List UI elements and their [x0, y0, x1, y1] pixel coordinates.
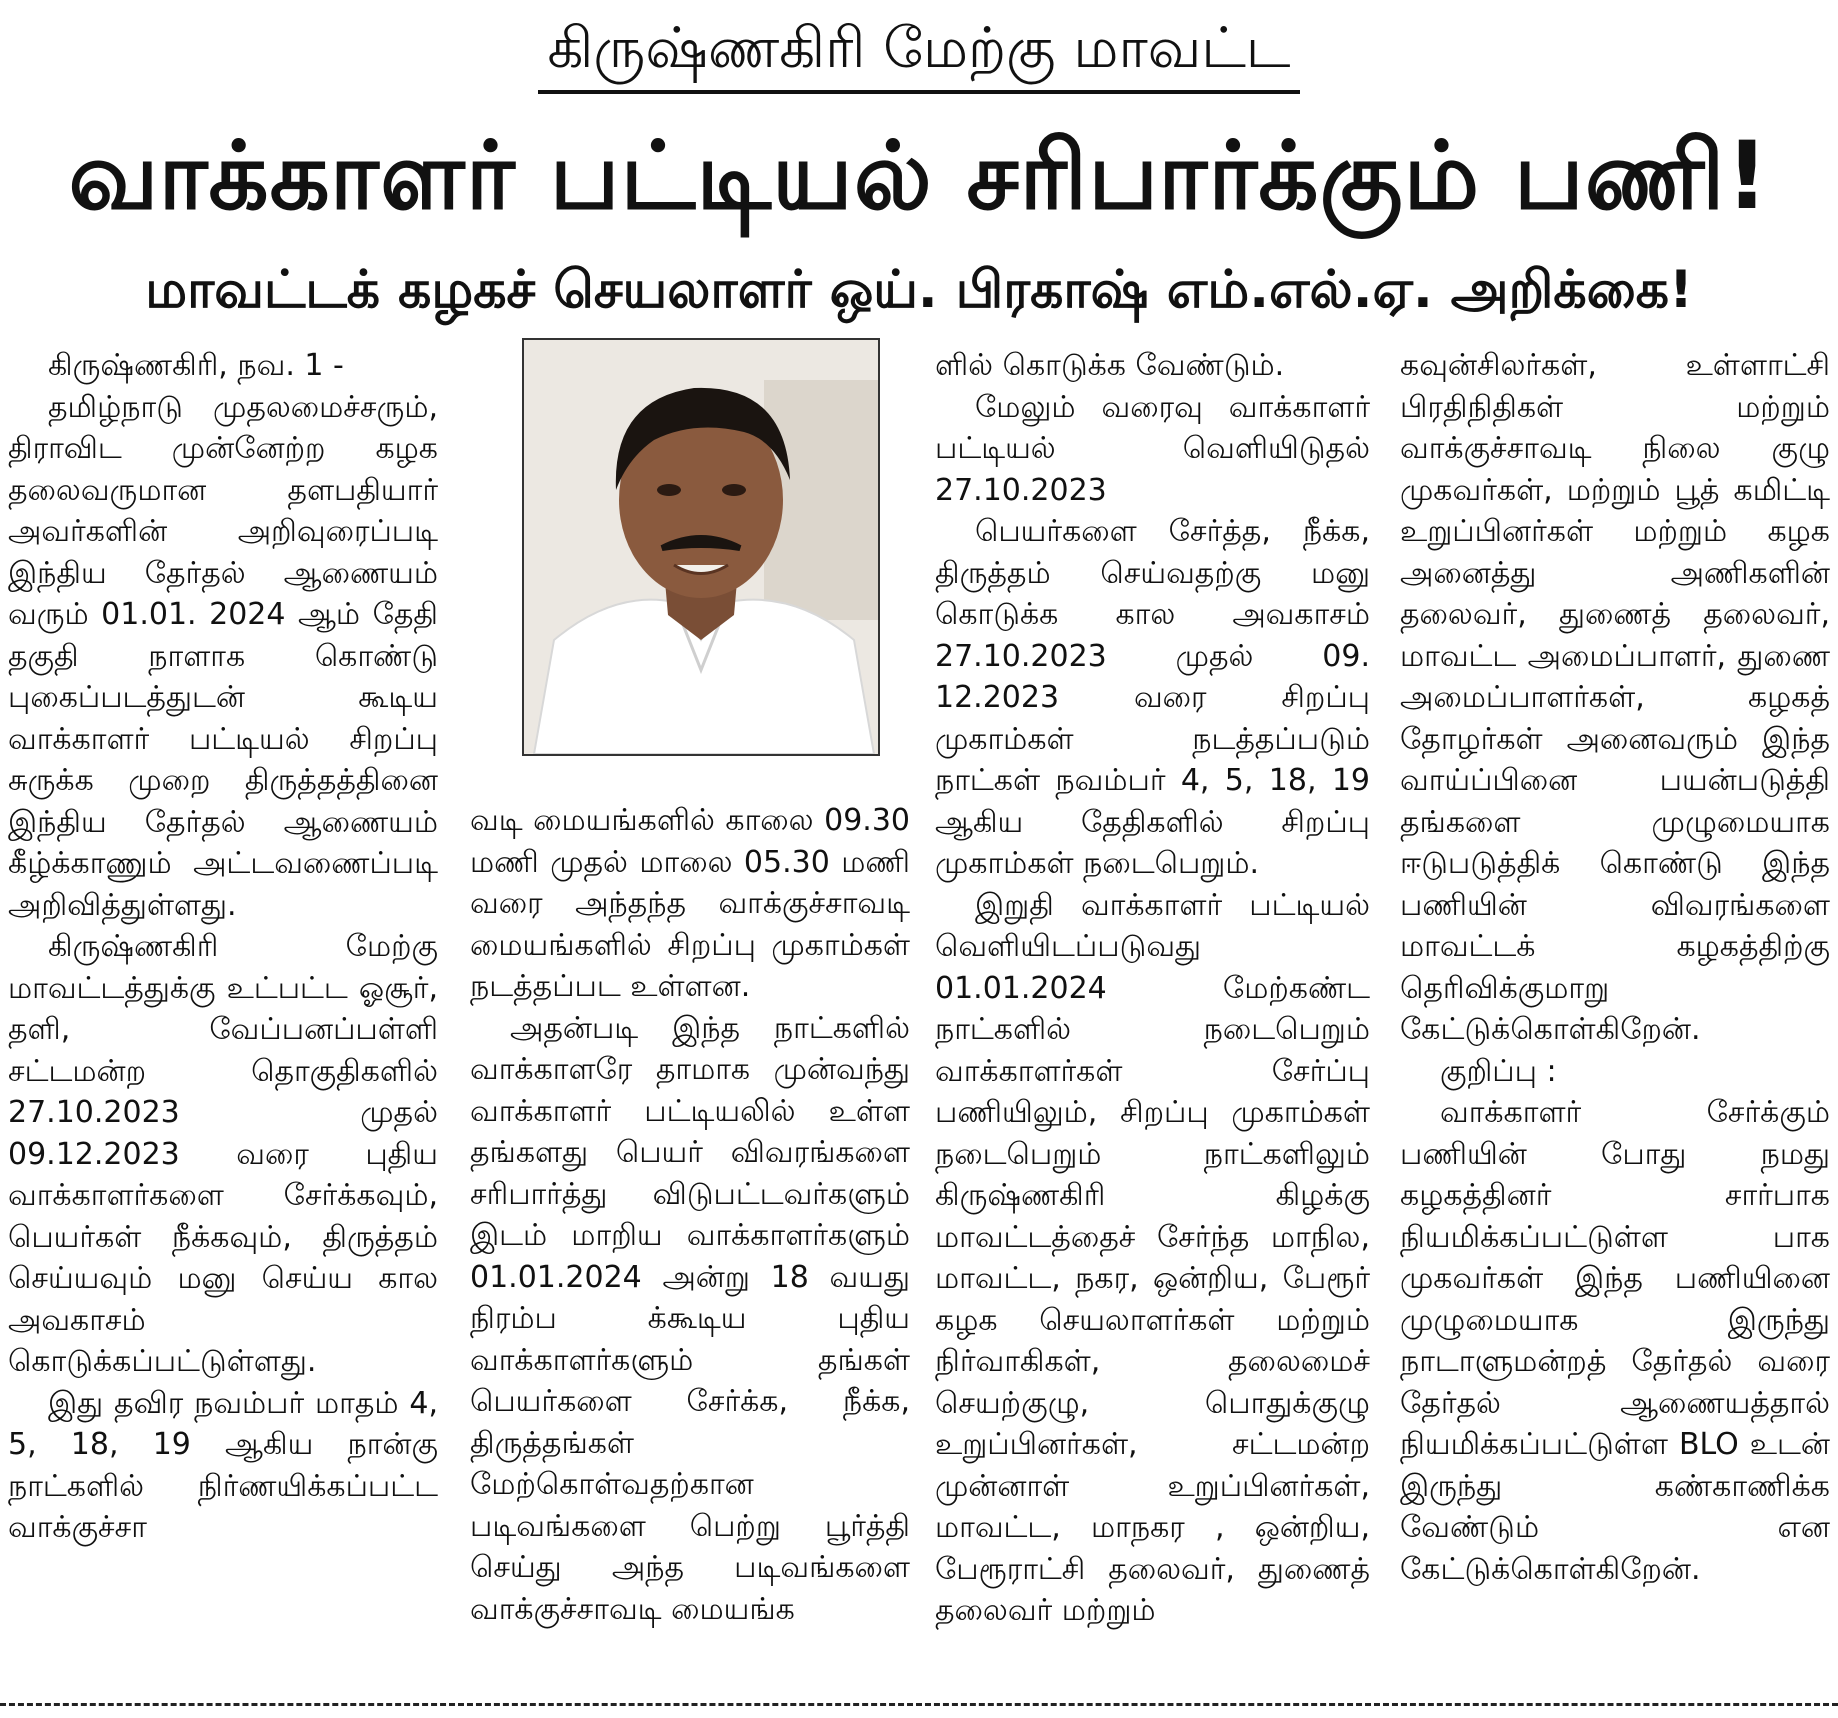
dateline: கிருஷ்ணகிரி, நவ. 1 - [48, 348, 344, 383]
kicker-text: கிருஷ்ணகிரி மேற்கு மாவட்ட [538, 18, 1301, 94]
paragraph: வாக்காளர் சேர்க்கும் பணியின் போது நமது கழகத்தினர் சார்பாக நியமிக்கப்பட்டுள்ள பாக முகவர்கள் இந்த பணியினை முழுமையாக இருந்து நாடாளுமன்றத் தேர்தல் வரை தேர்தல் ஆணையத்தால் நியமிக்கப்பட்டுள்ள BLO உடன் இருந்து கண்காணிக்க வேண்டும் என கேட்டுக்கொள்கிறேன். [1400, 1095, 1830, 1587]
paragraph: மேலும் வரைவு வாக்காளர் பட்டியல் வெளியிடுதல் 27.10.2023 [935, 389, 1370, 508]
portrait-photo [522, 338, 880, 756]
portrait-illustration [524, 340, 878, 754]
paragraph: கவுன்சிலர்கள், உள்ளாட்சி பிரதிநிதிகள் மற்றும் வாக்குச்சாவடி நிலை குழு முகவர்கள், மற்றும் பூத் கமிட்டி உறுப்பினர்கள் மற்றும் கழக அனைத்து அணிகளின் தலைவர், துணைத் தலைவர், மாவட்ட அமைப்பாளர், துணை அமைப்பாளர்கள், கழகத் தோழர்கள் அனைவரும் இந்த வாய்ப்பினை பயன்படுத்தி தங்களை முழுமையாக ஈடுபடுத்திக் கொண்டு இந்த பணியின் விவரங்களை மாவட்டக் கழகத்திற்கு தெரிவிக்குமாறு கேட்டுக்கொள்கிறேன். [1400, 348, 1830, 1047]
paragraph: இறுதி வாக்காளர் பட்டியல் வெளியிடப்படுவது 01.01.2024 மேற்கண்ட நாட்களில் நடைபெறும் வாக்காளர்கள் சேர்ப்பு பணியிலும், சிறப்பு முகாம்கள் நடைபெறும் நாட்களிலும் கிருஷ்ணகிரி கிழக்கு மாவட்டத்தைச் சேர்ந்த மாநில, மாவட்ட, நகர, ஒன்றிய, பேரூர் கழக செயலாளர்கள் மற்றும் நிர்வாகிகள், தலைமைச் செயற்குழு, பொதுக்குழு உறுப்பினர்கள், சட்டமன்ற முன்னாள் உறுப்பினர்கள், மாவட்ட, மாநகர , ஒன்றிய, பேரூராட்சி தலைவர், துணைத் தலைவர் மற்றும் [935, 887, 1370, 1628]
article-column-2 [470, 800, 910, 1690]
paragraph: இது தவிர நவம்பர் மாதம் 4, 5, 18, 19 ஆகிய நான்கு நாட்களில் நிர்ணயிக்கப்பட்ட வாக்குச்சா [8, 1385, 438, 1545]
paragraph: ளில் கொடுக்க வேண்டும். [935, 348, 1285, 383]
paragraph: தமிழ்நாடு முதலமைச்சரும், திராவிட முன்னேற்ற கழக தலைவருமான தளபதியார் அவர்களின் அறிவுரைப்படி இந்திய தேர்தல் ஆணையம் வரும் 01.01. 2024 ஆம் தேதி தகுதி நாளாக கொண்டு புகைப்படத்துடன் கூடிய வாக்காளர் பட்டியல் சிறப்பு சுருக்க முறை திருத்தத்தினை இந்திய தேர்தல் ஆணையம் கீழ்க்காணும் அட்டவணைப்படி அறிவித்துள்ளது. [8, 389, 438, 923]
article-column-1 [8, 345, 438, 1690]
note-label: குறிப்பு : [1440, 1053, 1557, 1089]
subheadline: மாவட்டக் கழகச் செயலாளர் ஒய். பிரகாஷ் எம்.எல்.ஏ. அறிக்கை! [145, 260, 1693, 320]
dashed-divider [0, 1703, 1838, 1706]
article-column-4 [1400, 345, 1830, 1690]
article-column-3 [935, 345, 1370, 1690]
kicker-heading [0, 18, 1838, 94]
paragraph: கிருஷ்ணகிரி மேற்கு மாவட்டத்துக்கு உட்பட்ட ஓசூர், தளி, வேப்பனப்பள்ளி சட்டமன்ற தொகுதிகளில் 27.10.2023 முதல் 09.12.2023 வரை புதிய வாக்காளர்களை சேர்க்கவும், பெயர்கள் நீக்கவும், திருத்தம் செய்யவும் மனு செய்ய கால அவகாசம் கொடுக்கப்பட்டுள்ளது. [8, 929, 438, 1379]
headline: வாக்காளர் பட்டியல் சரிபார்க்கும் பணி! [68, 122, 1770, 231]
paragraph: அதன்படி இந்த நாட்களில் வாக்காளரே தாமாக முன்வந்து வாக்காளர் பட்டியலில் உள்ள தங்களது பெயர் விவரங்களை சரிபார்த்து விடுபட்டவர்களும் இடம் மாறிய வாக்காளர்களும் 01.01.2024 அன்று 18 வயது நிரம்ப க்கூடிய புதிய வாக்காளர்களும் தங்கள் பெயர்களை சேர்க்க, நீக்க, திருத்தங்கள் மேற்கொள்வதற்கான படிவங்களை பெற்று பூர்த்தி செய்து அந்த படிவங்களை வாக்குச்சாவடி மையங்க [470, 1010, 910, 1627]
paragraph: பெயர்களை சேர்த்த, நீக்க, திருத்தம் செய்வதற்கு மனு கொடுக்க கால அவகாசம் 27.10.2023 முதல் 09. 12.2023 வரை சிறப்பு முகாம்கள் நடத்தப்படும் நாட்கள் நவம்பர் 4, 5, 18, 19 ஆகிய தேதிகளில் சிறப்பு முகாம்கள் நடைபெறும். [935, 514, 1370, 881]
paragraph: வடி மையங்களில் காலை 09.30 மணி முதல் மாலை 05.30 மணி வரை அந்தந்த வாக்குச்சாவடி மையங்களில் சிறப்பு முகாம்கள் நடத்தப்பட உள்ளன. [470, 803, 910, 1004]
